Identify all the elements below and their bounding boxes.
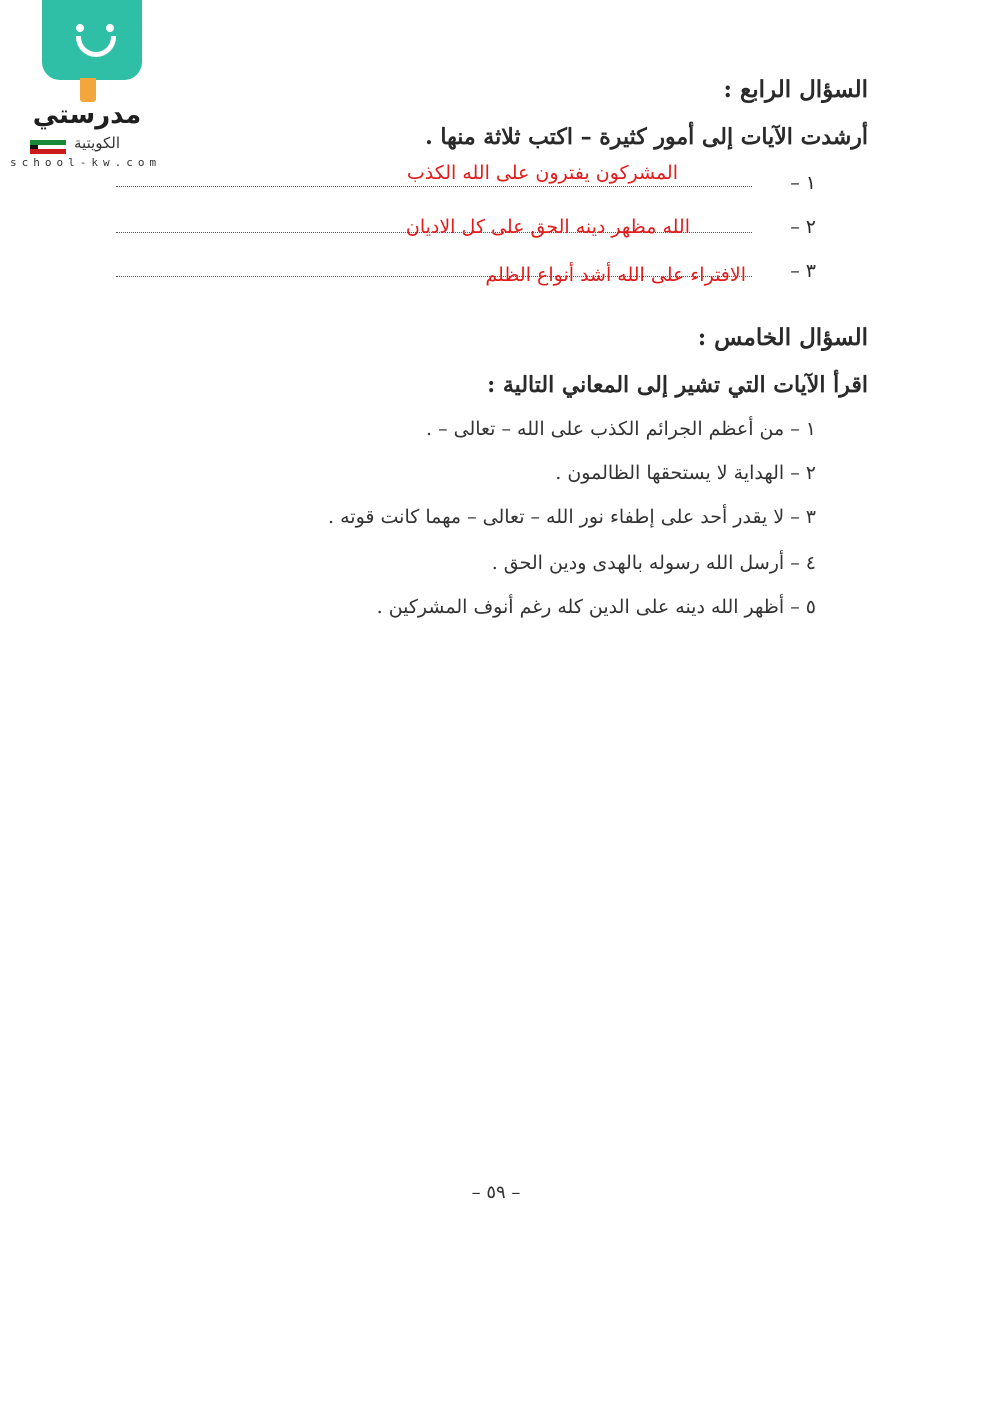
q5-title: السؤال الخامس : <box>697 324 868 351</box>
list-item: ٣ – لا يقدر أحد على إطفاء نور الله – تعالى – مهما كانت قوته . <box>328 506 816 528</box>
kuwait-flag-icon <box>30 140 66 154</box>
list-item: ١ – من أعظم الجرائم الكذب على الله – تعالى – . <box>425 418 816 440</box>
q4-answer: الافتراء على الله أشد أنواع الظلم <box>485 264 746 286</box>
list-item: ٢ – الهداية لا يستحقها الظالمون . <box>555 462 816 484</box>
answer-line <box>116 186 752 187</box>
logo-tail-icon <box>80 78 96 102</box>
q4-answer: المشركون يفترون على الله الكذب <box>406 162 678 184</box>
list-item: ٤ – أرسل الله رسوله بالهدى ودين الحق . <box>491 552 816 574</box>
q4-item-number: ٢ – <box>790 216 816 238</box>
list-item: ٥ – أظهر الله دينه على الدين كله رغم أنوف المشركين . <box>376 596 816 618</box>
school-logo <box>10 0 170 170</box>
logo-url: school-kw.com <box>10 156 162 169</box>
q4-item-number: ٣ – <box>790 260 816 282</box>
q5-prompt: اقرأ الآيات التي تشير إلى المعاني التالية : <box>487 372 868 398</box>
logo-subtitle: الكويتية <box>74 134 121 152</box>
q4-title: السؤال الرابع : <box>723 76 868 103</box>
q4-prompt: أرشدت الآيات إلى أمور كثيرة – اكتب ثلاثة منها . <box>425 124 868 150</box>
q4-answer: الله مظهر دينه الحق على كل الاديان <box>405 216 690 238</box>
logo-tile-icon <box>42 0 142 80</box>
logo-name: مدرستي <box>32 100 142 130</box>
page-number: – ٥٩ – <box>471 1182 521 1203</box>
q4-item-number: ١ – <box>790 172 816 194</box>
